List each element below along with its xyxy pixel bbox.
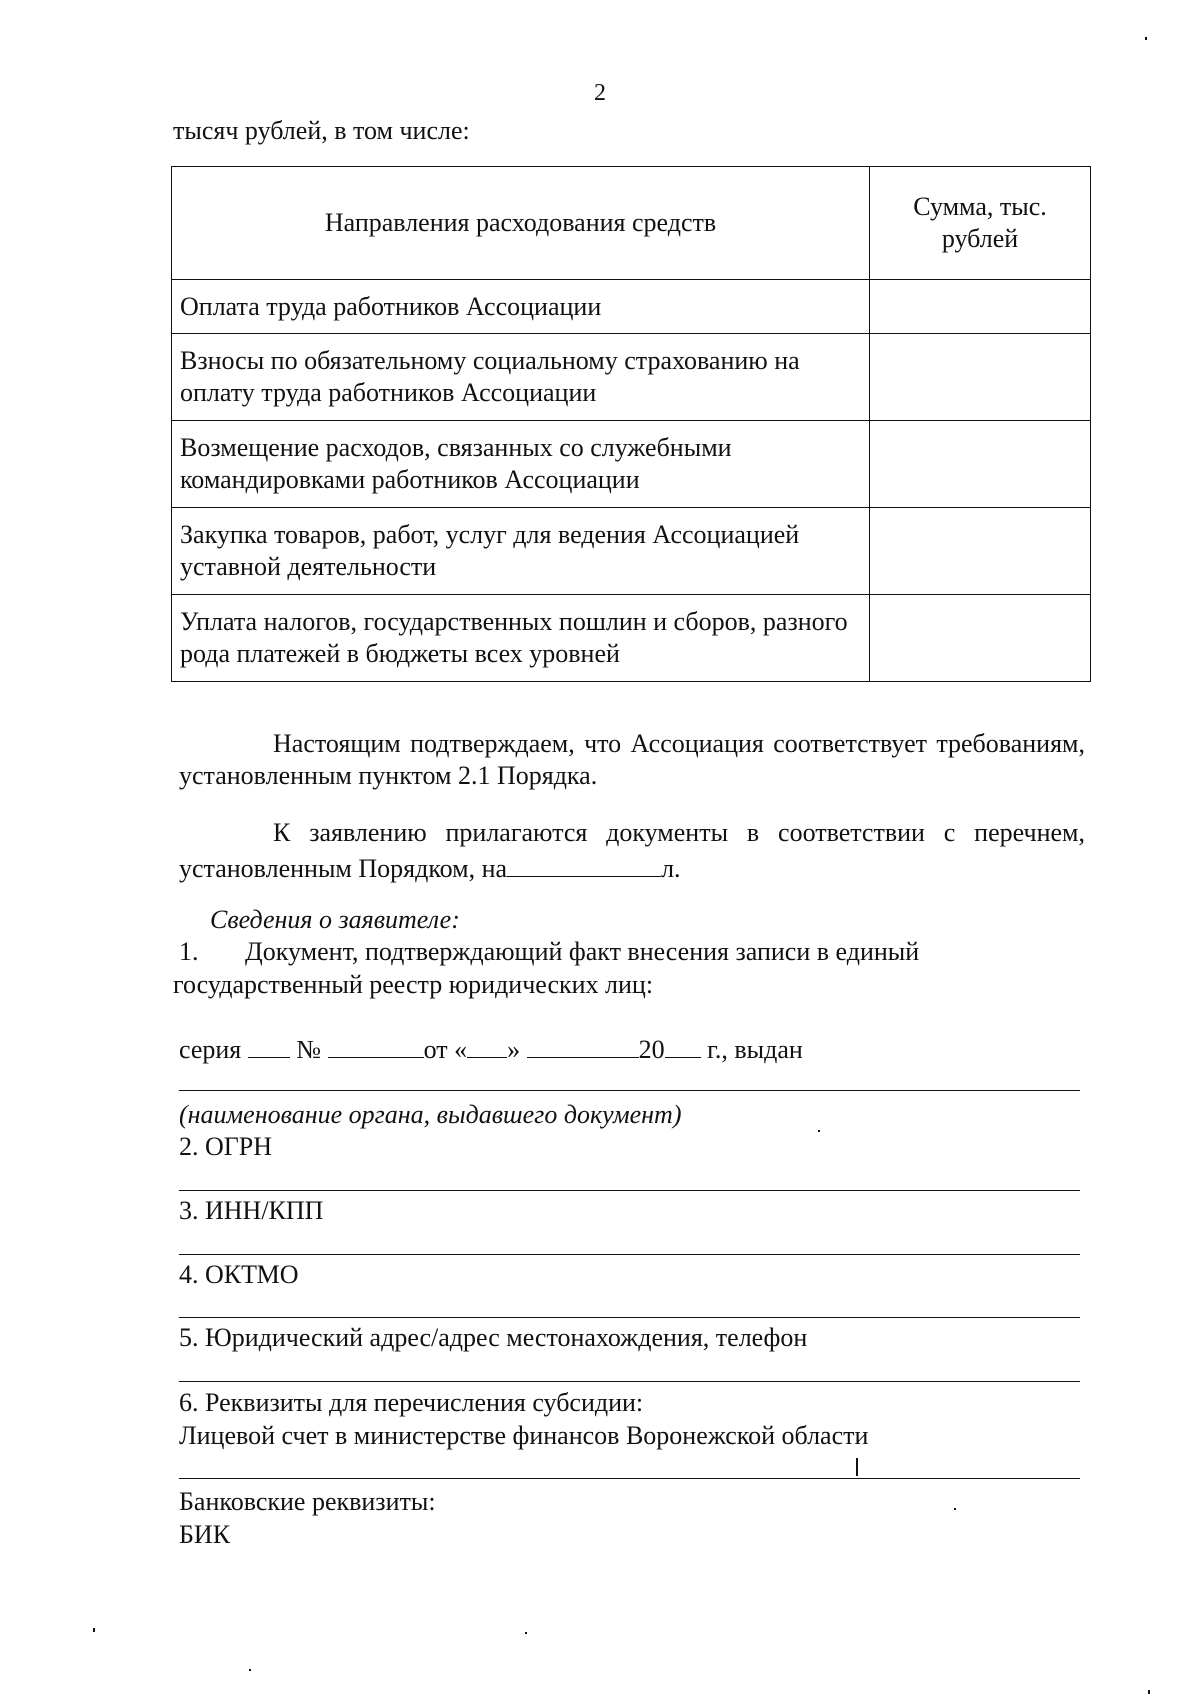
row-sum-cell[interactable] <box>870 334 1091 421</box>
series-line <box>179 1031 803 1066</box>
scan-speck <box>1148 1690 1150 1694</box>
item1-text: Документ, подтверждающий факт внесения записи в единый <box>245 937 920 966</box>
scan-speck <box>93 1628 95 1632</box>
row-direction: Возмещение расходов, связанных со служебными командировками работников Ассоциации <box>172 421 870 508</box>
address-fill-line[interactable] <box>179 1381 1080 1382</box>
sheets-count-blank[interactable] <box>507 850 661 877</box>
table-header-row <box>172 167 1091 280</box>
account-label: Лицевой счет в министерстве финансов Воронежской области <box>179 1421 869 1450</box>
item1-number: 1. <box>179 937 199 966</box>
item1-line <box>179 936 919 968</box>
number-blank[interactable] <box>328 1031 424 1058</box>
from-label: от « <box>423 1035 468 1064</box>
page-number: 2 <box>594 80 606 106</box>
inn-kpp-fill-line[interactable] <box>179 1254 1080 1255</box>
scan-speck <box>1145 37 1147 40</box>
row-sum-cell[interactable] <box>870 595 1091 682</box>
oktmo-label: 4. ОКТМО <box>179 1260 299 1289</box>
attach-line-1: К заявлению прилагаются документы в соответствии с перечнем, <box>273 818 1085 847</box>
day-blank[interactable] <box>467 1031 507 1058</box>
bank-label: Банковские реквизиты: <box>179 1487 436 1516</box>
confirm-paragraph: Настоящим подтверждаем, что Ассоциация соответствует требованиям, установленным пунктом 2.1 Порядка. <box>179 729 1085 790</box>
attach-prefix: установленным Порядком, на <box>179 854 508 883</box>
applicant-heading: Сведения о заявителе: <box>210 905 460 934</box>
scan-speck <box>954 1508 956 1510</box>
quote-close: » <box>507 1035 521 1064</box>
attach-suffix: л. <box>661 854 681 883</box>
issuer-caption: (наименование органа, выдавшего документ) <box>179 1100 682 1129</box>
scan-speck <box>818 1130 820 1132</box>
issued-label: г., выдан <box>707 1035 803 1064</box>
number-sign: № <box>296 1035 322 1064</box>
account-fill-line[interactable] <box>179 1478 1080 1479</box>
year-prefix: 20 <box>638 1035 665 1064</box>
oktmo-fill-line[interactable] <box>179 1317 1080 1318</box>
table-row <box>172 508 1091 595</box>
series-label: серия <box>179 1035 242 1064</box>
pen-mark <box>856 1458 858 1476</box>
table-row <box>172 280 1091 334</box>
ogrn-fill-line[interactable] <box>179 1190 1080 1191</box>
scan-speck <box>525 1632 527 1634</box>
requisites-label: 6. Реквизиты для перечисления субсидии: <box>179 1388 644 1417</box>
row-direction: Закупка товаров, работ, услуг для ведения Ассоциацией уставной деятельности <box>172 508 870 595</box>
issuer-fill-line[interactable] <box>179 1090 1080 1091</box>
table-row <box>172 421 1091 508</box>
attach-line-2 <box>179 850 681 885</box>
bik-label: БИК <box>179 1520 231 1549</box>
address-label: 5. Юридический адрес/адрес местонахождения, телефон <box>179 1323 808 1352</box>
expense-table <box>171 166 1091 682</box>
row-direction: Оплата труда работников Ассоциации <box>172 280 870 334</box>
row-sum-cell[interactable] <box>870 421 1091 508</box>
table-row <box>172 595 1091 682</box>
month-blank[interactable] <box>527 1031 639 1058</box>
table-row <box>172 334 1091 421</box>
intro-text: тысяч рублей, в том числе: <box>173 116 470 145</box>
row-direction: Уплата налогов, государственных пошлин и сборов, разного рода платежей в бюджеты всех уровней <box>172 595 870 682</box>
row-sum-cell[interactable] <box>870 280 1091 334</box>
row-sum-cell[interactable] <box>870 508 1091 595</box>
row-direction: Взносы по обязательному социальному страхованию на оплату труда работников Ассоциации <box>172 334 870 421</box>
header-direction: Направления расходования средств <box>172 167 870 280</box>
scan-speck <box>249 1669 251 1671</box>
ogrn-label: 2. ОГРН <box>179 1132 273 1161</box>
year-blank[interactable] <box>665 1031 701 1058</box>
header-sum: Сумма, тыс. рублей <box>870 167 1091 280</box>
item1-continuation: государственный реестр юридических лиц: <box>173 970 654 999</box>
series-blank[interactable] <box>248 1031 290 1058</box>
inn-kpp-label: 3. ИНН/КПП <box>179 1196 324 1225</box>
